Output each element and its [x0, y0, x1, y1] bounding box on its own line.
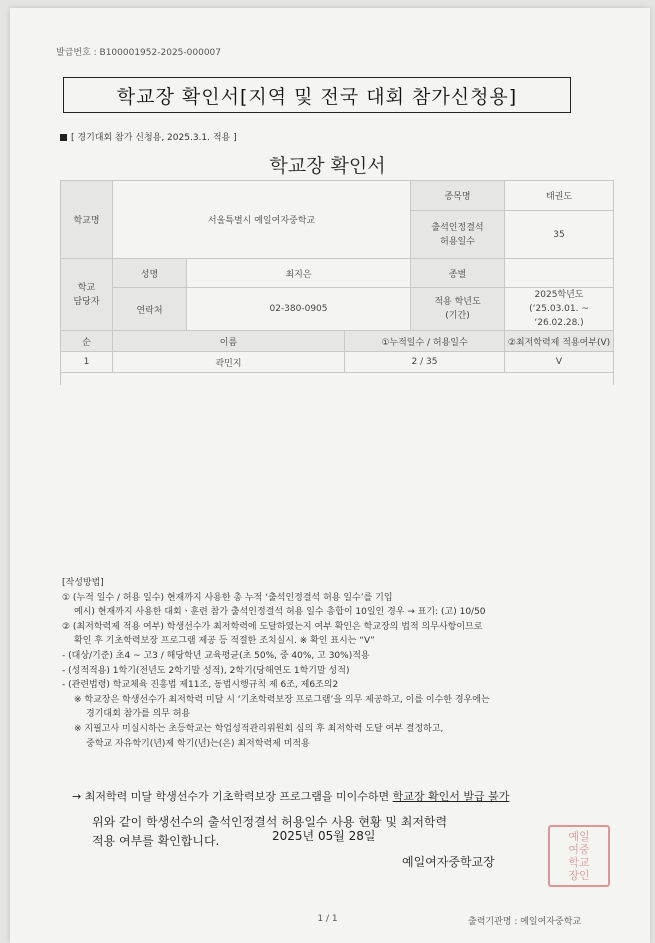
contact-value: 02-380-0905: [187, 288, 411, 331]
row-days: 2 / 35: [345, 352, 505, 373]
allowed-days-value: 35: [505, 211, 614, 259]
method-line-9: 경기대회 참가를 의무 허용: [86, 709, 191, 720]
row-no: 1: [61, 352, 113, 373]
allowed-days-label: [411, 211, 505, 259]
year-value-line1: 2025학년도: [534, 290, 584, 300]
row-name: 곽민지: [113, 352, 345, 373]
square-bullet-icon: [60, 134, 67, 141]
year-label-line1: 적용 학년도: [434, 297, 481, 307]
method-line-6: - (성적적용) 1학기(전년도 2학기말 성적), 2학기(당해연도 1학기말 성적): [62, 665, 350, 676]
signer-name: 예일여자중학교장: [402, 855, 495, 869]
subheading: [60, 130, 237, 143]
writing-method: [62, 576, 622, 751]
method-line-3: ② (최저학력제 적용 여부) 학생선수가 최저학력에 도달하였는지 여부 확인은 학교장의 법적 의무사항이므로: [62, 621, 483, 632]
output-organization: 출력기관명 : 예일여자중학교: [468, 917, 582, 927]
allowed-days-label-line1: 출석인정결석: [431, 222, 484, 233]
col-header-minimum: ②최저학력제 적용여부(V): [505, 331, 614, 352]
school-manager-label-line1: 학교: [77, 282, 96, 293]
method-line-1: ① (누적 일수 / 허용 일수) 현재까지 사용한 총 누적 ‘출석인정결석 허용 일수’를 기입: [62, 592, 393, 603]
method-line-8: ※ 학교장은 학생선수가 최저학력 미달 시 ‘기초학력보장 프로그램’을 의무 제공하고, 이를 이수한 경우에는: [74, 694, 490, 705]
method-line-7: - (관련법령) 학교체육 진흥법 제11조, 동법시행규칙 제 6조, 제6조의2: [62, 680, 339, 691]
table-bottom-spacer-cell: [61, 373, 614, 385]
issuance-warning-underlined: 학교장 확인서 발급 불가: [392, 790, 510, 803]
table-bottom-spacer: [61, 373, 614, 385]
event-label: 종목명: [411, 181, 505, 211]
list-header-row: [61, 331, 614, 352]
row-minimum: V: [505, 352, 614, 373]
year-label: [411, 288, 505, 331]
year-value-line2: (‘25.03.01. ~ ‘26.02.28.): [529, 304, 589, 328]
method-title: [작성방법]: [62, 578, 104, 588]
document-title: 학교장 확인서[지역 및 전국 대회 참가신청용]: [63, 77, 571, 113]
confirmation-text: [92, 813, 447, 851]
school-manager-label: [61, 259, 113, 331]
col-header-name: 이름: [113, 331, 345, 352]
contact-label: 연락처: [113, 288, 187, 331]
method-line-2: 예시) 현재까지 사용한 대회ㆍ훈련 참가 출석인정결석 허용 일수 총합이 10일인 경우 → 표기: (고) 10/50: [74, 607, 486, 618]
method-line-5: - (대상/기준) 초4 ~ 고3 / 해당학년 교육평균(초 50%, 중 40%, 고 30%)적용: [62, 650, 370, 661]
issue-date: 2025년 05월 28일: [272, 829, 376, 843]
issue-number: 발급번호 : B100001952-2025-000007: [56, 48, 221, 58]
certificate-title: 학교장 확인서: [269, 155, 386, 177]
manager-name-label: 성명: [113, 259, 187, 288]
info-table: [60, 180, 614, 385]
method-line-11: 중학교 자유학기(년)제 학기(년)는(은) 최저학력제 미적용: [86, 738, 310, 749]
method-line-4: 확인 후 기초학력보장 프로그램 제공 등 적절한 조치실시. ※ 확인 표시는 “V”: [74, 636, 375, 647]
issuance-warning: [72, 788, 509, 804]
confirmation-line-1: 위와 같이 학생선수의 출석인정결석 허용일수 사용 현황 및 최저학력: [92, 815, 448, 829]
issuance-warning-text: → 최저학력 미달 학생선수가 기초학력보장 프로그램을 미이수하면: [72, 790, 393, 803]
manager-name-value: 최지은: [187, 259, 411, 288]
year-label-line2: (기간): [445, 311, 470, 321]
kind-label: 종별: [411, 259, 505, 288]
col-header-days: ①누적일수 / 허용일수: [345, 331, 505, 352]
school-name-value: 서울특별시 예일여자중학교: [113, 181, 411, 259]
confirmation-line-2: 적용 여부를 확인합니다.: [92, 834, 220, 848]
school-manager-label-line2: 담당자: [73, 296, 100, 307]
kind-value: [505, 259, 614, 288]
event-value: 태권도: [505, 181, 614, 211]
official-seal-icon: 예일 여중 학교 장인: [548, 825, 610, 887]
page-number: 1 / 1: [317, 914, 338, 924]
allowed-days-label-line2: 허용일수: [440, 236, 475, 247]
table-row: [61, 352, 614, 373]
school-name-label: 학교명: [61, 181, 113, 259]
year-value: [505, 288, 614, 331]
col-header-no: 순: [61, 331, 113, 352]
method-line-10: ※ 지필고사 미실시하는 초등학교는 학업성적관리위원회 심의 후 최저학력 도달 여부 결정하고,: [74, 723, 444, 734]
subheading-text: [ 경기대회 참가 신청용, 2025.3.1. 적용 ]: [71, 133, 237, 143]
